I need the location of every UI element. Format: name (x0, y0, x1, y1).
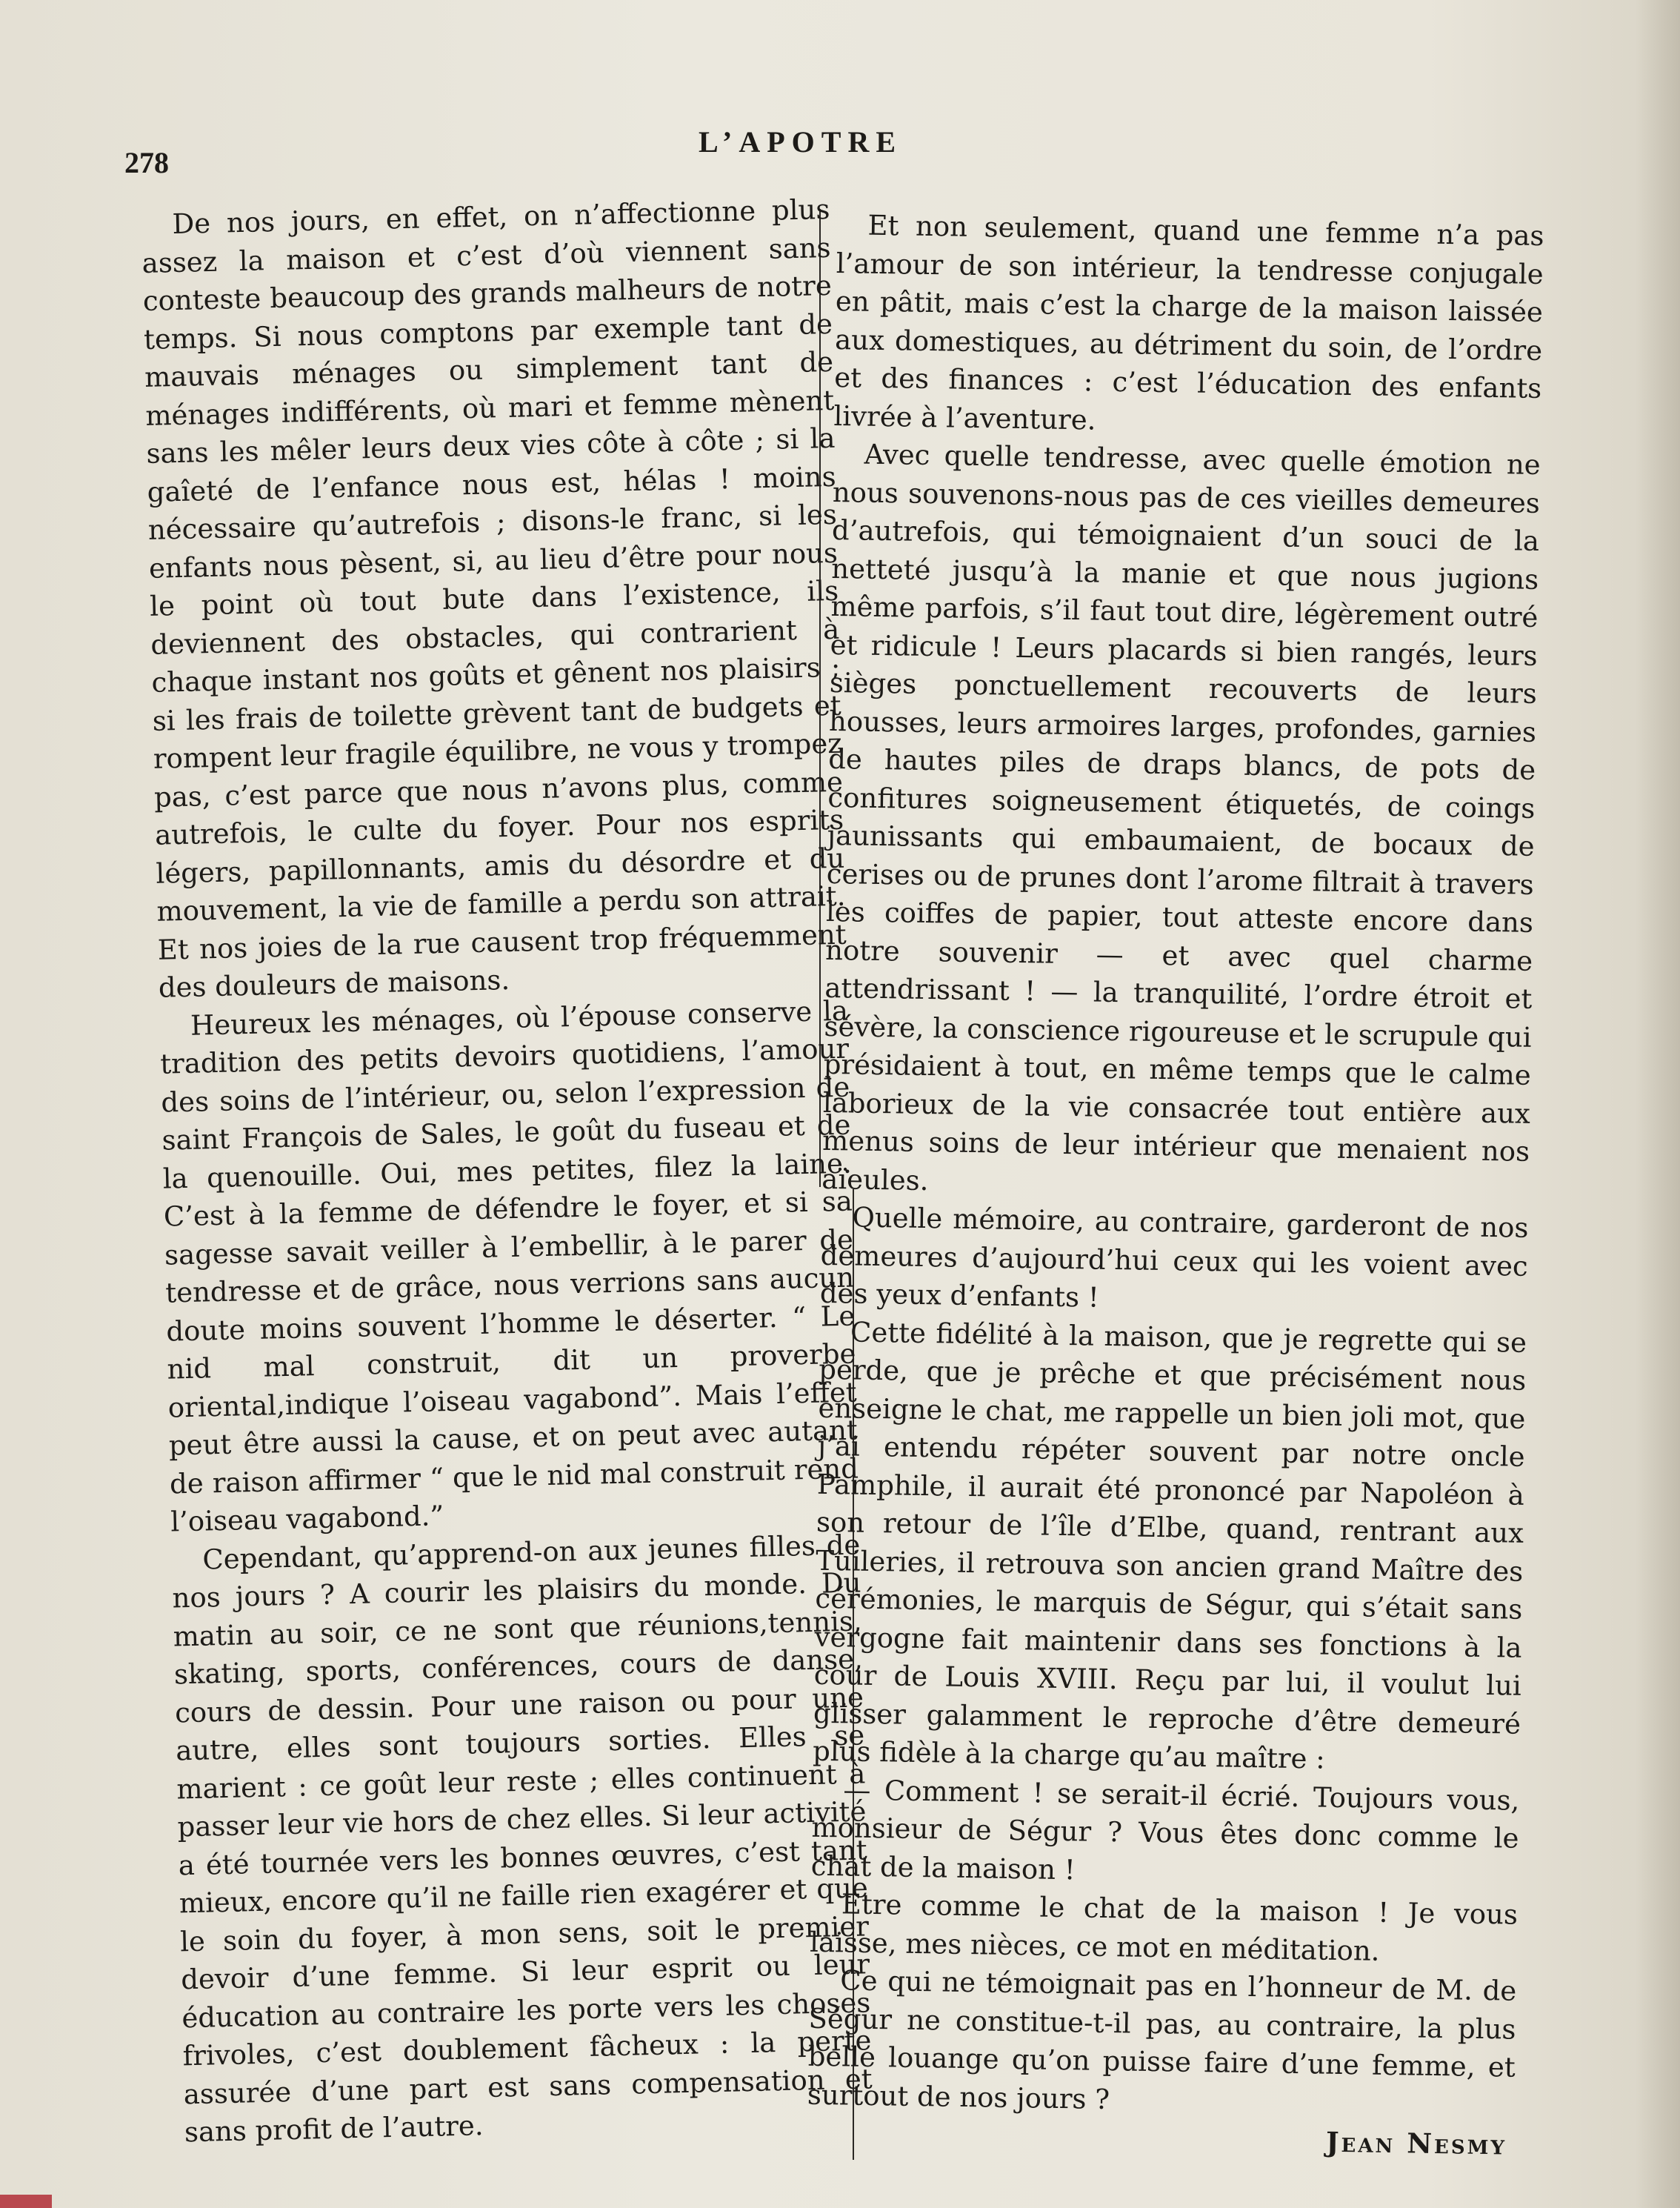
paragraph: Cependant, qu’apprend-on aux jeunes filles de nos jours ? A courir les plaisirs du monde. Du matin au soir, ce ne sont que réunions,tennis, skating, sports, conférences, cours de danse, cours de dessin. Pour une raison ou pour une autre, elles sont toujours sorties. Elles se marient : ce goût leur reste ; elles continuent à passer leur vie hors de chez elles. Si leur activité a été tournée vers les bonnes œuvres, c’est tant mieux, encore qu’il ne faille rien exagérer et que le soin du foyer, à mon sens, soit le premier devoir d’une femme. Si leur esprit ou leur éducation au contraire les porte vers les choses frivoles, c’est doublement fâcheux : la perte assurée d’une part est sans compensation et sans profit de l’autre. (172, 1528, 873, 2149)
page-header (124, 124, 1532, 179)
paragraph: Cette fidélité à la maison, que je regrette qui se perde, que je prêche et que précisément nous enseigne le chat, me rappelle un bien joli mot, que j’ai entendu répéter souvent par notre oncle Pamphile, il aurait été prononcé par Napoléon à son retour de l’île d’Elbe, quand, rentrant aux Tuileries, il retrouva son ancien grand Maître des cérémonies, le marquis de Ségur, qui s’était sans vergogne fait maintenir dans ses fonctions à la cour de Louis XVIII. Reçu par lui, il voulut lui glisser galamment le reproche d’être demeuré plus fidèle à la charge qu’au maître : (812, 1315, 1527, 1775)
paragraph: Heureux les ménages, où l’épouse conserve la tradition des petits devoirs quotidiens, l’amour des soins de l’intérieur, ou, selon l’expression de saint François de Sales, le goût du fuseau et de la quenouille. Oui, mes petites, filez la laine. C’est à la femme de défendre le foyer, et si sa sagesse savait veiller à l’embellir, à le parer de tendresse et de grâce, nous verrions sans aucun doute moins souvent l’homme le déserter. “ Le nid mal construit, dit un proverbe oriental,indique l’oiseau vagabond”. Mais l’effet peut être aussi la cause, et on peut avec autant de raison affirmer “ que le nid mal construit rend l’oiseau vagabond.” (159, 994, 859, 1538)
paragraph: Etre comme le chat de la maison ! Je vous laisse, mes nièces, ce mot en méditation. (809, 1888, 1519, 1967)
page-spine-shadow (1636, 0, 1680, 2208)
author-signature: Jean Nesmy (1325, 2125, 1507, 2161)
paragraph: — Comment ! se serait-il écrié. Toujours vous, monsieur de Ségur ? Vous êtes donc comme le chat de la maison ! (810, 1773, 1520, 1886)
paragraph: Quelle mémoire, au contraire, garderont de nos demeures d’aujourd’hui ceux qui les voient avec des yeux d’enfants ! (819, 1201, 1529, 1314)
paragraph: Avec quelle tendresse, avec quelle émotion ne nous souvenons-nous pas de ces vieilles demeures d’autrefois, qui témoignaient d’un souci de la netteté jusqu’à la manie et que nous jugions même parfois, s’il faut tout dire, légèrement outré et ridicule ! Leurs placards si bien rangés, leurs sièges ponctuellement recouverts de leurs housses, leurs armoires larges, profondes, garnies de hautes piles de draps blancs, de pots de confitures soigneusement étiquetés, de coings jaunissants qui embaumaient, de bocaux de cerises ou de prunes dont l’arome filtrait à travers les coiffes de papier, tout atteste encore dans notre souvenir — et avec quel charme attendrissant ! — la tranquilité, l’ordre étroit et sévère, la conscience rigoureuse et le scrupule qui présidaient à tout, en même temps que le calme laborieux de la vie consacrée tout entière aux menus soins de leur intérieur que menaient nos aïeules. (821, 438, 1541, 1197)
right-column (807, 206, 1544, 2164)
paragraph: De nos jours, en effet, on n’affectionne plus assez la maison et c’est d’où viennent sans conteste beaucoup des grands malheurs de notre temps. Si nous comptons par exemple tant de mauvais ménages ou simplement tant de ménages indifférents, où mari et femme mènent sans les mêler leurs deux vies côte à côte ; si la gaîeté de l’enfance nous est, hélas ! moins nécessaire qu’autrefois ; disons-le franc, si les enfants nous pèsent, si, au lieu d’être pour nous le point où tout bute dans l’existence, ils deviennent des obstacles, qui contrarient à chaque instant nos goûts et gênent nos plaisirs ; si les frais de toilette grèvent tant de budgets et rompent leur fragile équilibre, ne vous y trompez pas, c’est parce que nous n’avons plus, comme autrefois, le culte du foyer. Pour nos esprits légers, papillonnants, amis du désordre et du mouvement, la vie de famille a perdu son attrait. Et nos joies de la rue causent trop fréquemment des douleurs de maisons. (141, 193, 847, 1004)
paragraph: Ce qui ne témoignait pas en l’honneur de M. de Ségur ne constitue-t-il pas, au contraire, la plus belle louange qu’on puisse faire d’une femme, et surtout de nos jours ? (807, 1964, 1517, 2115)
paragraph: Et non seulement, quand une femme n’a pas l’amour de son intérieur, la tendresse conjugale en pâtit, mais c’est la charge de la maison laissée aux domestiques, au détriment du soin, de l’ordre et des finances : c’est l’éducation des enfants livrée à l’aventure. (833, 209, 1544, 436)
left-column (141, 190, 873, 2152)
red-page-edge (0, 2195, 52, 2208)
running-title: L’APOTRE (699, 125, 903, 159)
page-number: 278 (124, 146, 169, 179)
